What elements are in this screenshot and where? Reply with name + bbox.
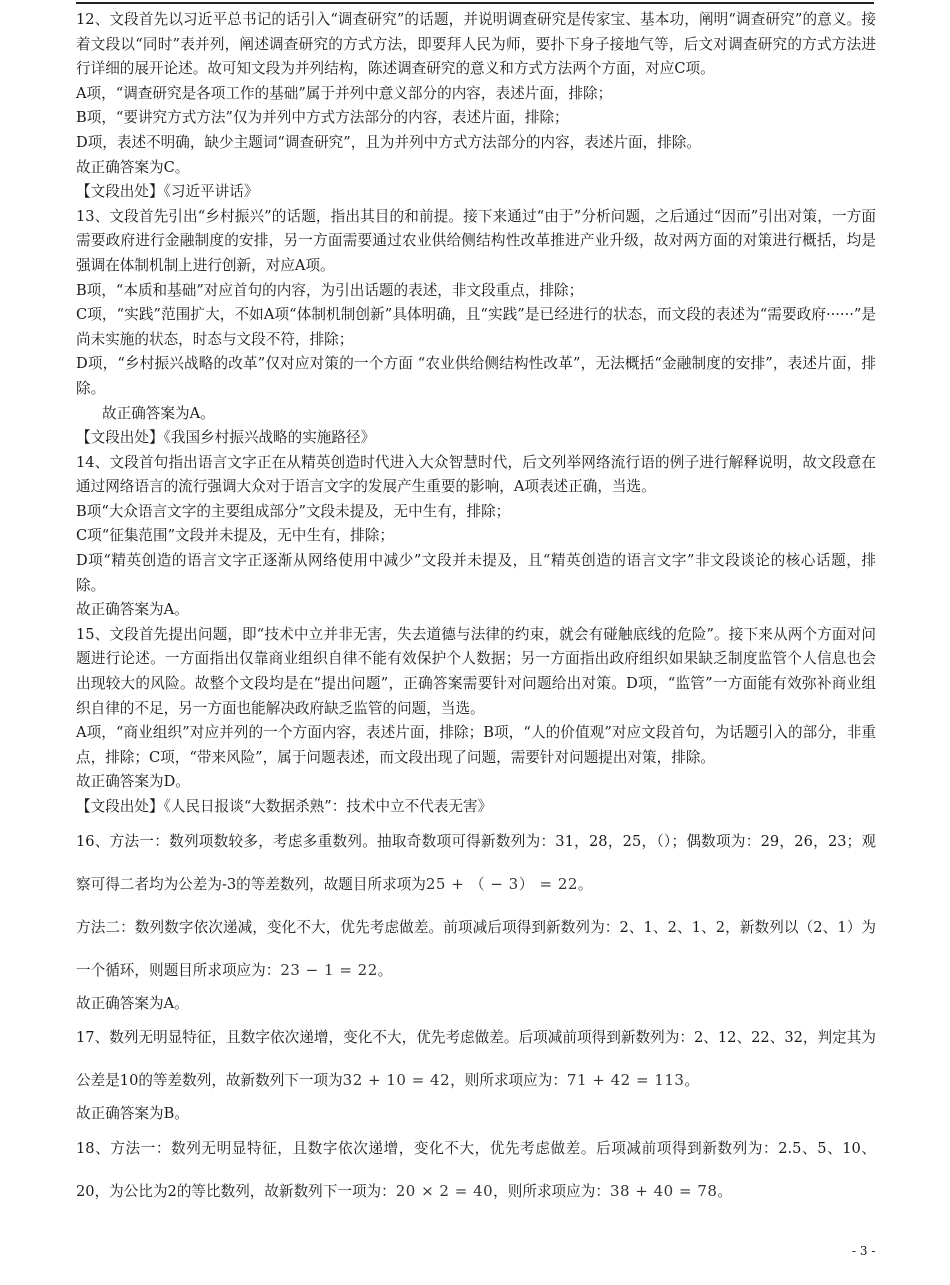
q16-method-one-text: 16、方法一：数列项数较多，考虑多重数列。抽取奇数项可得新数列为：31，28，25，（）；偶数项为：29，26，23；观察可得二者均为公差为-3的等差数列，故题目所求项为 (76, 832, 876, 893)
q17-text: 17、数列无明显特征，且数字依次递增，变化不大，优先考虑做差。后项减前项得到新数列为：2、12、22、32，判定其为公差是10的等差数列，故新数列下一项为 (76, 1029, 876, 1090)
q15-analysis: 15、文段首先提出问题，即“技术中立并非无害，失去道德与法律的约束，就会有碰触底线的危险”。接下来从两个方面对问题进行论述。一方面指出仅靠商业组织自律不能有效保护个人数据；另一方面指出政府组织如果缺乏制度监管个人信息也会出现较大的风险。故整个文段均是在“提出问题”，正确答案需要针对问题给出对策。D项，“监管”一方面能有效弥补商业组织自律的不足，另一方面也能解决政府缺乏监管的问题，当选。 (76, 625, 876, 717)
q12-analysis: 12、文段首先以习近平总书记的话引入“调查研究”的话题，并说明调查研究是传家宝、基本功，阐明“调查研究”的意义。接着文段以“同时”表并列，阐述调查研究的方式方法，即要拜人民为师，要扑下身子接地气等，后文对调查研究的方式方法进行详细的展开论述。故可知文段为并列结构，陈述调查研究的意义和方式方法两个方面，对应C项。 (76, 11, 876, 78)
page-number: - 3 - (852, 1244, 876, 1258)
q16-method-two-text: 方法二：数列数字依次递减，变化不大，优先考虑做差。前项减后项得到新数列为：2、1、2、1、2，新数列以（2、1）为一个循环，则题目所求项应为： (76, 918, 876, 979)
q16-period-two: 。 (377, 961, 393, 979)
q12-answer: 故正确答案为C。 (76, 158, 190, 176)
q12-option-b: B项，“要讲究方式方法”仅为并列中方式方法部分的内容，表述片面，排除； (76, 109, 569, 127)
q17-middle-text: ，则所求项应为： (450, 1072, 567, 1090)
q18-text: 18、方法一：数列无明显特征，且数字依次递增，变化不大，优先考虑做差。后项减前项得到新数列为：2.5、5、10、20，为公比为2的等比数列，故新数列下一项为： (76, 1139, 876, 1200)
q14-answer: 故正确答案为A。 (76, 601, 189, 619)
q16-formula-one: 25 + （ − 3） = 22 (425, 874, 578, 893)
q14-analysis: 14、文段首句指出语言文字正在从精英创造时代进入大众智慧时代，后文列举网络流行语的例子进行解释说明，故文段意在通过网络语言的流行强调大众对于语言文字的发展产生重要的影响，A项表述正确，当选。 (76, 453, 876, 496)
q12-option-d: D项，表述不明确，缺少主题词“调查研究”，且为并列中方式方法部分的内容，表述片面，排除。 (76, 133, 701, 151)
q17-analysis (76, 1016, 876, 1102)
q17-formula-one: 32 + 10 = 42 (342, 1071, 451, 1090)
q18-formula-two: 38 + 40 = 78 (609, 1181, 718, 1200)
q16-period-one: 。 (577, 875, 593, 893)
q14-option-d: D项“精英创造的语言文字正逐渐从网络使用中减少”文段并未提及，且“精英创造的语言文字”非文段谈论的核心话题，排除。 (76, 552, 876, 594)
q12-source: 【文段出处】《习近平讲话》 (76, 183, 259, 201)
answer-content (76, 8, 876, 1213)
q17-period: 。 (684, 1072, 700, 1090)
q16-answer: 故正确答案为A。 (76, 994, 189, 1012)
q12-option-a: A项，“调查研究是各项工作的基础”属于并列中意义部分的内容，表述片面，排除； (76, 84, 613, 102)
q17-answer: 故正确答案为B。 (76, 1105, 189, 1123)
q14-option-c: C项“征集范围”文段并未提及，无中生有，排除； (76, 527, 394, 545)
q16-method-two (76, 906, 876, 992)
q15-options: A项，“商业组织”对应并列的一个方面内容，表述片面，排除；B项，“人的价值观”对应文段首句，为话题引入的部分，非重点，排除；C项，“带来风险”，属于问题表述，而文段出现了问题，需要针对问题提出对策，排除。 (76, 724, 876, 766)
q18-period: 。 (717, 1182, 733, 1200)
q14-option-b: B项“大众语言文字的主要组成部分”文段未提及，无中生有，排除； (76, 502, 511, 520)
q16-method-one (76, 820, 876, 906)
q15-answer: 故正确答案为D。 (76, 773, 190, 791)
q13-option-d: D项，“乡村振兴战略的改革”仅对应对策的一个方面 “农业供给侧结构性改革”，无法概括“金融制度的安排”，表述片面，排除。 (76, 355, 876, 397)
q18-middle-text: ，则所求项应为： (493, 1182, 610, 1200)
q13-option-b: B项，“本质和基础”对应首句的内容，为引出话题的表述，非文段重点，排除； (76, 281, 584, 299)
q18-formula-one: 20 × 2 = 40 (395, 1181, 494, 1200)
q17-formula-two: 71 + 42 = 113 (566, 1071, 685, 1090)
header-rule (76, 2, 874, 4)
q13-option-c: C项，“实践”范围扩大，不如A项“体制机制创新”具体明确，且“实践”是已经进行的状态，而文段的表述为“需要政府······”是尚未实施的状态，时态与文段不符，排除； (76, 306, 876, 348)
q16-formula-two: 23 − 1 = 22 (280, 960, 378, 979)
q13-analysis: 13、文段首先引出“乡村振兴”的话题，指出其目的和前提。接下来通过“由于”分析问题，之后通过“因而”引出对策，一方面需要政府进行金融制度的安排，另一方面需要通过农业供给侧结构性改革推进产业升级，故对两方面的对策进行概括，均是强调在体制机制上进行创新，对应A项。 (76, 207, 876, 274)
q13-answer: 故正确答案为A。 (102, 404, 215, 422)
q18-method-one (76, 1127, 876, 1213)
q13-source: 【文段出处】《我国乡村振兴战略的实施路径》 (76, 429, 376, 447)
q15-source: 【文段出处】《人民日报谈“大数据杀熟”：技术中立不代表无害》 (76, 798, 493, 815)
